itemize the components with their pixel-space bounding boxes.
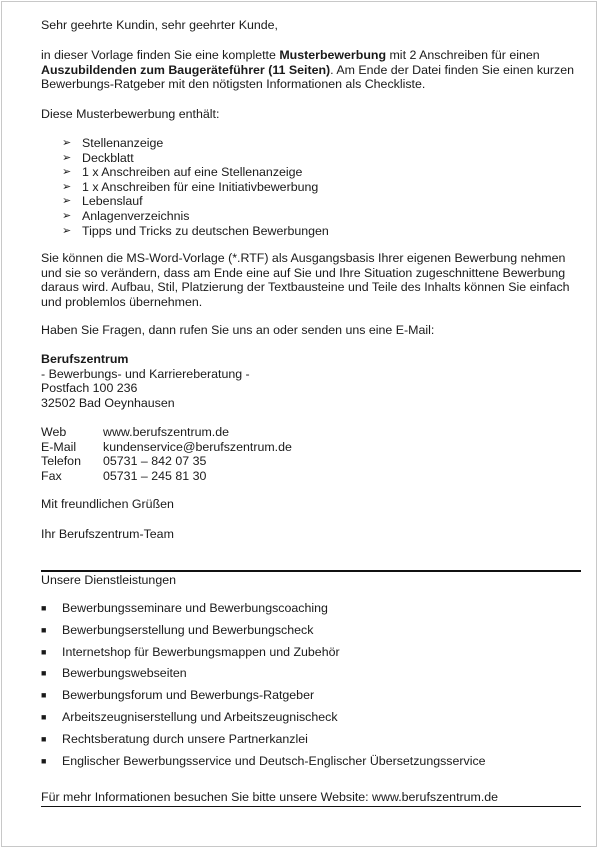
intro-text-1: in dieser Vorlage finden Sie eine komplette: [41, 48, 280, 62]
checklist-item-label: 1 x Anschreiben auf eine Stellenanzeige: [82, 165, 303, 180]
checklist-item: [62, 194, 329, 209]
arrow-bullet-icon: ➢: [62, 224, 72, 237]
service-item: [41, 732, 486, 754]
service-item-label: Bewerbungserstellung und Bewerbungscheck: [62, 622, 314, 637]
service-item: [41, 688, 486, 710]
square-bullet-icon: ■: [41, 624, 47, 635]
checklist-item-label: Stellenanzeige: [82, 136, 164, 150]
contact-label: E-Mail: [41, 439, 77, 454]
service-item: [41, 645, 486, 667]
contact-value: 05731 – 245 81 30: [103, 468, 207, 483]
intro-paragraph: [41, 48, 581, 92]
contact-label: Web: [41, 425, 67, 439]
service-item-label: Internetshop für Bewerbungsmappen und Zubehör: [62, 644, 340, 659]
service-item-label: Rechtsberatung durch unsere Partnerkanzlei: [62, 731, 308, 746]
company-name-text: Berufszentrum: [41, 352, 129, 366]
square-bullet-icon: ■: [41, 603, 47, 613]
company-name: [41, 352, 250, 367]
square-bullet-icon: ■: [41, 646, 47, 657]
intro-bold-2: Auszubildenden zum Baugeräteführer (11 Seiten): [41, 62, 331, 77]
website-note: Für mehr Informationen besuchen Sie bitte unsere Website: www.berufszentrum.de: [41, 790, 499, 804]
service-item-label: Bewerbungswebseiten: [62, 666, 187, 681]
contact-row-web: [41, 425, 292, 440]
contact-value: www.berufszentrum.de: [103, 425, 230, 439]
contact-value: 05731 – 842 07 35: [103, 454, 207, 469]
section-divider: [41, 570, 581, 572]
intro-bold-1: Musterbewerbung: [279, 48, 387, 62]
checklist-item-label: Deckblatt: [82, 150, 134, 165]
service-item-label: Englischer Bewerbungsservice und Deutsch-Englischer Übersetzungsservice: [62, 753, 486, 768]
service-item-label: Bewerbungsseminare und Bewerbungscoaching: [62, 601, 328, 615]
services-title: Unsere Dienstleistungen: [41, 573, 176, 587]
checklist-item-label: Lebenslauf: [82, 194, 143, 209]
contact-row-phone: [41, 454, 292, 469]
address-line: - Bewerbungs- und Karriereberatung -: [41, 366, 250, 381]
square-bullet-icon: ■: [41, 668, 47, 679]
checklist-item: [62, 209, 329, 224]
checklist-item-label: Anlagenverzeichnis: [82, 208, 190, 223]
usage-paragraph: Sie können die MS-Word-Vorlage (*.RTF) als Ausgangsbasis Ihrer eigenen Bewerbung nehmen und sie so verändern, dass am Ende eine auf Sie und Ihre Situation zugeschnittene Bewerbung daraus wird. Aufbau, Stil, Platzierung der Textbausteine und Teile des Inhalts können Sie einfach und problemlos übernehmen.: [41, 251, 570, 309]
service-item: [41, 666, 486, 688]
address-line: 32502 Bad Oeynhausen: [41, 395, 175, 410]
arrow-bullet-icon: ➢: [62, 166, 72, 179]
closing-greeting: Mit freundlichen Grüßen: [41, 497, 174, 511]
checklist-item: [62, 151, 329, 166]
checklist-item: [62, 180, 329, 195]
arrow-bullet-icon: ➢: [62, 151, 72, 164]
checklist-item-label: Tipps und Tricks zu deutschen Bewerbungen: [82, 223, 329, 238]
contact-label: Telefon: [41, 454, 81, 469]
service-item: [41, 754, 486, 776]
service-item: [41, 623, 486, 645]
arrow-bullet-icon: ➢: [62, 209, 72, 222]
square-bullet-icon: ■: [41, 690, 47, 701]
intro-text-3: . Am Ende der Datei finden Sie einen kurzen Bewerbungs-Ratgeber mit den nötigsten Informationen als Checkliste.: [41, 62, 575, 92]
arrow-bullet-icon: ➢: [62, 195, 72, 208]
checklist-item: [62, 136, 329, 151]
checklist-item-label: 1 x Anschreiben für eine Initiativbewerbung: [82, 179, 319, 194]
contents-checklist: [62, 136, 329, 238]
contact-row-fax: [41, 469, 292, 484]
square-bullet-icon: ■: [41, 711, 47, 722]
arrow-bullet-icon: ➢: [62, 137, 72, 149]
address-block: [41, 352, 250, 410]
arrow-bullet-icon: ➢: [62, 180, 72, 193]
service-item-label: Arbeitszeugniserstellung und Arbeitszeugnischeck: [62, 709, 338, 724]
intro-text-2: mit 2 Anschreiben für einen: [386, 48, 540, 62]
questions-line: Haben Sie Fragen, dann rufen Sie uns an oder senden uns eine E-Mail:: [41, 323, 435, 337]
address-line: Postfach 100 236: [41, 381, 138, 396]
square-bullet-icon: ■: [41, 755, 47, 766]
service-item-label: Bewerbungsforum und Bewerbungs-Ratgeber: [62, 688, 315, 703]
contact-label: Fax: [41, 468, 62, 483]
contains-heading: Diese Musterbewerbung enthält:: [41, 107, 220, 121]
contact-block: [41, 425, 292, 483]
salutation: Sehr geehrte Kundin, sehr geehrter Kunde,: [41, 18, 278, 32]
signature-team: Ihr Berufszentrum-Team: [41, 527, 174, 541]
service-item: [41, 710, 486, 732]
contact-row-email: [41, 440, 292, 455]
contact-value: kundenservice@berufszentrum.de: [103, 439, 292, 454]
checklist-item: [62, 224, 329, 239]
square-bullet-icon: ■: [41, 733, 47, 744]
footer-divider: [41, 806, 581, 807]
checklist-item: [62, 165, 329, 180]
services-list: [41, 601, 486, 775]
service-item: [41, 601, 486, 623]
